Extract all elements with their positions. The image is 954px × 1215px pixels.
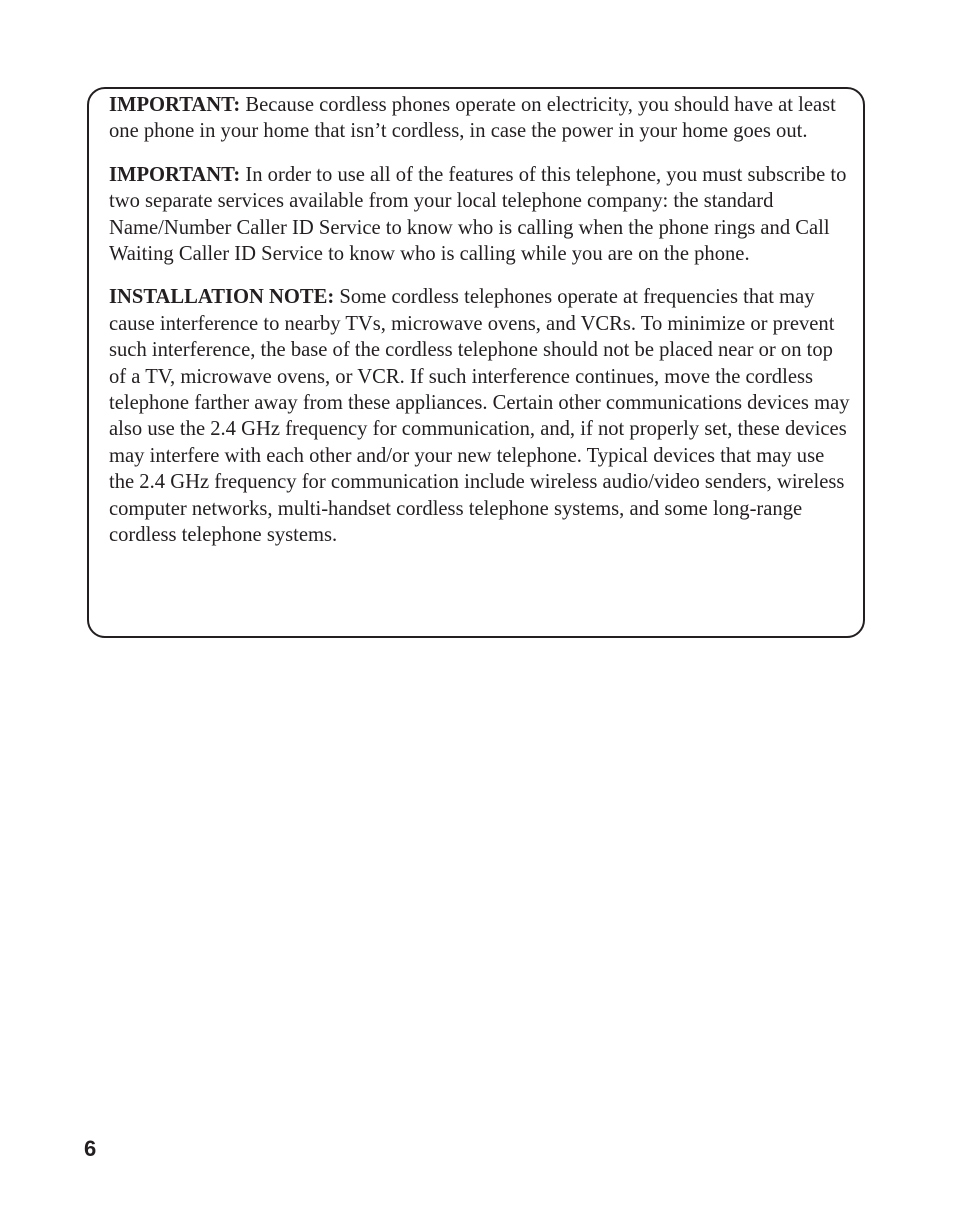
- page-number: 6: [84, 1136, 97, 1161]
- notice-lead: IMPORTANT:: [109, 94, 241, 116]
- notice-text: Because cordless phones operate on electricity, you should have at least one phone in your home that isn’t cordless, in case the power in your home goes out.: [109, 94, 836, 143]
- notice-box: [87, 87, 865, 638]
- important-power-notice: [109, 92, 853, 145]
- important-caller-id-notice: [109, 162, 853, 268]
- notice-text: In order to use all of the features of this telephone, you must subscribe to two separate services available from your local telephone company: the standard Name/Number Caller ID Service to know who is calling when the phone rings and Call Waiting Caller ID Service to know who is calling while you are on the phone.: [109, 163, 847, 266]
- installation-note: [109, 284, 853, 548]
- notice-lead: IMPORTANT:: [109, 163, 241, 186]
- notice-text: Some cordless telephones operate at frequencies that may cause interference to nearby TVs, microwave ovens, and VCRs. To minimize or prevent such interference, the base of the cordless telephone should not be placed near or on top of a TV, microwave ovens, or VCR. If such interference continues, move the cordless telephone farther away from these appliances. Certain other communications devices may also use the 2.4 GHz frequency for communication, and, if not properly set, these devices may interfere with each other and/or your new telephone. Typical devices that may use the 2.4 GHz frequency for communication include wireless audio/video senders, wireless computer networks, multi-handset cordless telephone systems, and some long-range cordless telephone systems.: [109, 286, 850, 547]
- notice-lead: INSTALLATION NOTE:: [109, 286, 335, 309]
